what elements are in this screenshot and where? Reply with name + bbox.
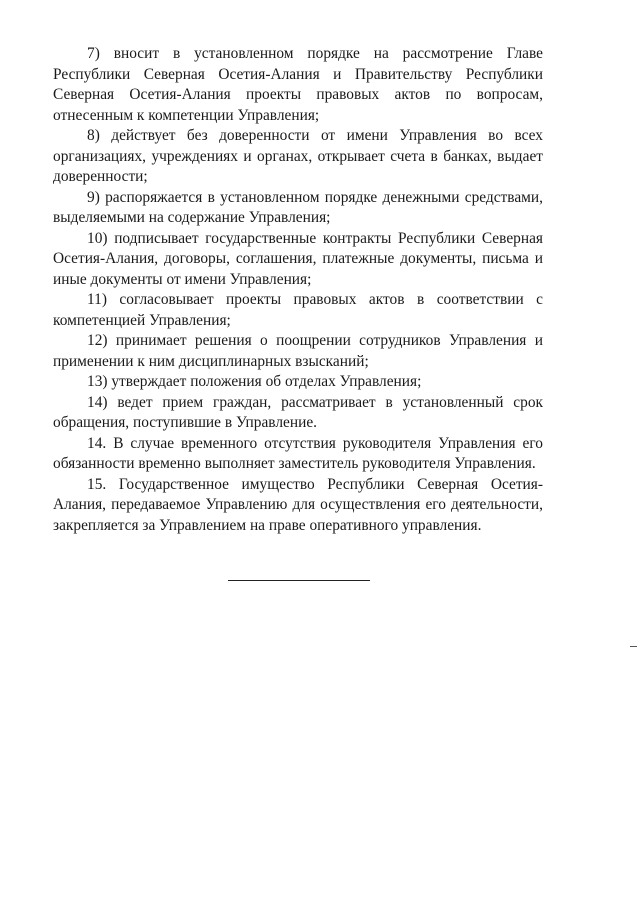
paragraph-item-9: 9) распоряжается в установленном порядке денежными средствами, выделяемыми на содержание Управления; <box>53 188 543 226</box>
paragraph-item-13: 13) утверждает положения об отделах Управления; <box>87 373 422 390</box>
paragraph-item-10: 10) подписывает государственные контракты Республики Северная Осетия-Алания, договоры, соглашения, платежные документы, письма и иные документы от имени Управления; <box>53 229 543 288</box>
paragraph-item-14: 14) ведет прием граждан, рассматривает в установленный срок обращения, поступившие в Управление. <box>53 393 543 431</box>
paragraph-item-12: 12) принимает решения о поощрении сотрудников Управления и применении к ним дисциплинарных взысканий; <box>53 332 543 370</box>
paragraph-item-11: 11) согласовывает проекты правовых актов в соответствии с компетенцией Управления; <box>53 291 543 329</box>
paragraph-item-7: 7) вносит в установленном порядке на рассмотрение Главе Республики Северная Осетия-Алания и Правительству Республики Северная Осетия-Алания проекты правовых актов по вопросам, отнесенным к компетенции Управления; <box>53 45 543 124</box>
page-edge-mark <box>630 646 637 647</box>
paragraph-clause-15: 15. Государственное имущество Республики Северная Осетия-Алания, передаваемое Управлению для осуществления его деятельности, закрепляется за Управлением на праве оперативного управления. <box>53 475 543 534</box>
end-separator-line <box>228 580 370 581</box>
paragraph-item-8: 8) действует без доверенности от имени Управления во всех организациях, учреждениях и органах, открывает счета в банках, выдает доверенности; <box>53 127 543 185</box>
paragraph-clause-14: 14. В случае временного отсутствия руководителя Управления его обязанности временно выполняет заместитель руководителя Управления. <box>53 434 543 472</box>
document-body <box>53 44 543 536</box>
